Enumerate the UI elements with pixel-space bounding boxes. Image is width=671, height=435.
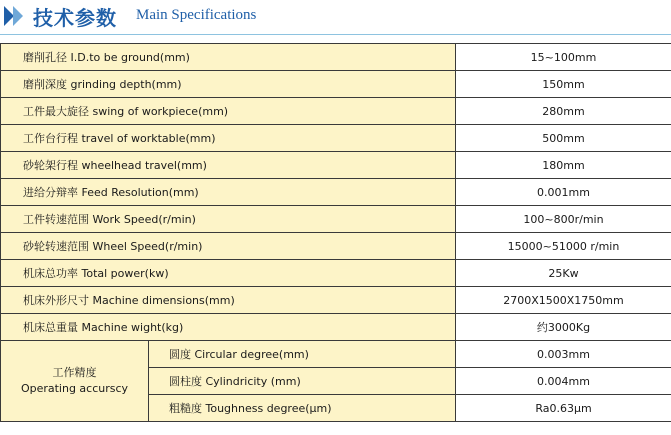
spec-label: 磨削深度 grinding depth(mm)	[1, 71, 456, 98]
table-row	[1, 314, 671, 341]
table-row	[1, 287, 671, 314]
double-chevron-right-icon	[2, 4, 26, 28]
spec-table	[0, 43, 671, 422]
accuracy-value: 0.003mm	[456, 341, 671, 368]
section-title-cn: 技术参数	[33, 6, 117, 30]
spec-label: 机床外形尺寸 Machine dimensions(mm)	[1, 287, 456, 314]
spec-value: 100~800r/min	[456, 206, 671, 233]
spec-value: 280mm	[456, 98, 671, 125]
spec-label: 工件最大旋径 swing of workpiece(mm)	[1, 98, 456, 125]
table-row	[1, 260, 671, 287]
spec-label: 工作台行程 travel of worktable(mm)	[1, 125, 456, 152]
spec-value: 500mm	[456, 125, 671, 152]
accuracy-group-label	[1, 341, 149, 422]
spec-label: 机床总功率 Total power(kw)	[1, 260, 456, 287]
table-row	[1, 206, 671, 233]
table-row	[1, 341, 671, 368]
spec-value: 15000~51000 r/min	[456, 233, 671, 260]
table-row	[1, 71, 671, 98]
spec-value: 约3000Kg	[456, 314, 671, 341]
accuracy-label: 粗糙度 Toughness degree(μm)	[149, 395, 456, 422]
spec-value: 150mm	[456, 71, 671, 98]
accuracy-value: Ra0.63μm	[456, 395, 671, 422]
table-row	[1, 152, 671, 179]
spec-value: 15~100mm	[456, 44, 671, 71]
table-row	[1, 125, 671, 152]
spec-value: 0.001mm	[456, 179, 671, 206]
spec-label: 砂轮架行程 wheelhead travel(mm)	[1, 152, 456, 179]
section-title-en: Main Specifications	[136, 7, 257, 23]
accuracy-label-en: Operating accurscy	[20, 382, 129, 395]
accuracy-label: 圆度 Circular degree(mm)	[149, 341, 456, 368]
header-divider	[0, 34, 671, 35]
spec-label: 砂轮转速范围 Wheel Speed(r/min)	[1, 233, 456, 260]
accuracy-value: 0.004mm	[456, 368, 671, 395]
spec-label: 磨削孔径 I.D.to be ground(mm)	[1, 44, 456, 71]
spec-value: 180mm	[456, 152, 671, 179]
table-row	[1, 233, 671, 260]
spec-value: 2700X1500X1750mm	[456, 287, 671, 314]
table-row	[1, 98, 671, 125]
section-header	[0, 0, 671, 36]
spec-value: 25Kw	[456, 260, 671, 287]
accuracy-label-cn: 工作精度	[52, 366, 97, 379]
spec-label: 进给分辩率 Feed Resolution(mm)	[1, 179, 456, 206]
spec-label: 机床总重量 Machine wight(kg)	[1, 314, 456, 341]
accuracy-label: 圆柱度 Cylindricity (mm)	[149, 368, 456, 395]
table-row	[1, 44, 671, 71]
spec-label: 工件转速范围 Work Speed(r/min)	[1, 206, 456, 233]
table-row	[1, 179, 671, 206]
